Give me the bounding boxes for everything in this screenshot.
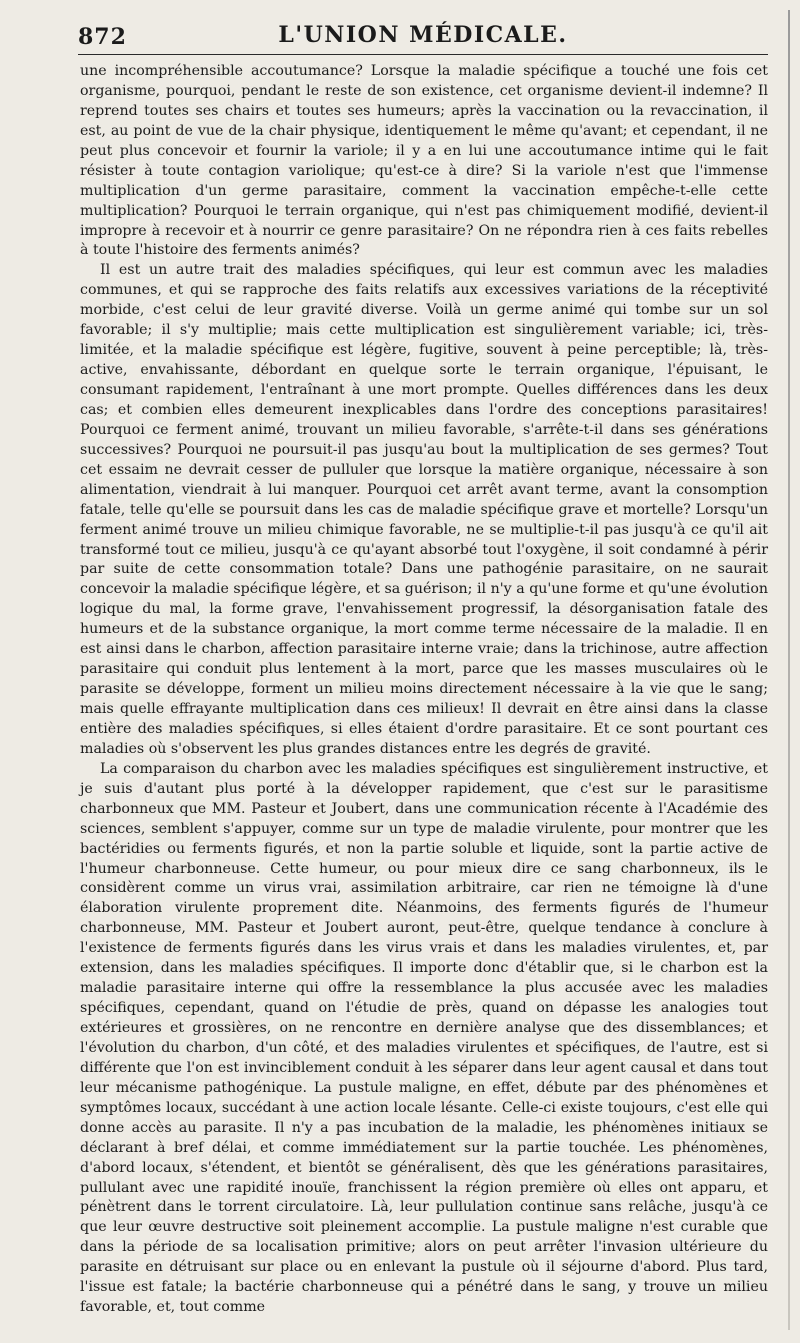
paragraph: La comparaison du charbon avec les maladies spécifiques est singulièrement instructive, et je suis d'autant plus porté à la développer rapidement, que c'est sur le parasitisme charbonneux que MM. Pasteur et Joubert, dans une communication récente à l'Académie des sciences, semblent s'appuyer, comme sur un type de maladie virulente, pour montrer que les bactéridies ou ferments figurés, et non la partie soluble et liquide, sont la partie active de l'humeur charbonneuse. Cette humeur, ou pour mieux dire ce sang charbonneux, ils le considèrent comme un virus vrai, assimilation arbitraire, car rien ne témoigne là d'une élaboration virulente proprement dite. Néanmoins, des ferments figurés de l'humeur charbonneuse, MM. Pasteur et Joubert auront, peut-être, quelque tendance à conclure à l'existence de ferments figurés dans les virus vrais et dans les maladies virulentes, et, par extension, dans les maladies spécifiques. Il importe donc d'établir que, si le charbon est la maladie parasitaire interne qui offre la ressemblance la plus accusée avec les maladies spécifiques, cependant, quand on l'étudie de près, quand on dépasse les analogies tout extérieures et grossières, on ne rencontre en dernière analyse que des dissemblances; et l'évolution du charbon, d'un côté, et des maladies virulentes et spécifiques, de l'autre, est si différente que l'on est invinciblement conduit à les séparer dans leur agent causal et dans tout leur mécanisme pathogénique. La pustule maligne, en effet, débute par des phénomènes et symptômes locaux, succédant à une action locale lésante. Celle-ci existe toujours, c'est elle qui donne accès au parasite. Il n'y a pas incubation de la maladie, les phénomènes initiaux se déclarant à bref délai, et comme immédiatement sur la partie touchée. Les phénomènes, d'abord locaux, s'étendent, et bientôt se généralisent, dès que les générations parasitaires, pullulant avec une rapidité inouïe, franchissent la région première où elles ont apparu, et pénètrent dans le torrent circulatoire. Là, leur pullulation continue sans relâche, jusqu'à ce que leur œuvre destructive soit pleinement accomplie. La pustule maligne n'est curable que dans la période de sa localisation primitive; alors on peut arrêter l'invasion ultérieure du parasite en détruisant sur place ou en enlevant la pustule où il séjourne d'abord. Plus tard, l'issue est fatale; la bactérie charbonneuse qui a pénétré dans le sang, y trouve un milieu favorable, et, tout comme [80, 760, 768, 1316]
running-header [78, 18, 768, 55]
paragraph: Il est un autre trait des maladies spécifiques, qui leur est commun avec les maladies communes, et qui se rapproche des faits relatifs aux excessives variations de la réceptivité morbide, c'est celui de leur gravité diverse. Voilà un germe animé qui tombe sur un sol favorable; il s'y multiplie; mais cette multiplication est singulièrement variable; ici, très-limitée, et la maladie spécifique est légère, fugitive, souvent à peine perceptible; là, très-active, envahissante, débordant en quelque sorte le terrain organique, l'épuisant, le consumant rapidement, l'entraînant à une mort prompte. Quelles différences dans les deux cas; et combien elles demeurent inexplicables dans l'ordre des conceptions parasitaires! Pourquoi ce ferment animé, trouvant un milieu favorable, s'arrête-t-il dans ses générations successives? Pourquoi ne poursuit-il pas jusqu'au bout la multiplication de ses germes? Tout cet essaim ne devrait cesser de pulluler que lorsque la matière organique, nécessaire à son alimentation, viendrait à lui manquer. Pourquoi cet arrêt avant terme, avant la consomption fatale, telle qu'elle se poursuit dans les cas de maladie spécifique grave et mortelle? Lorsqu'un ferment animé trouve un milieu chimique favorable, ne se multiplie-t-il pas jusqu'à ce qu'il ait transformé tout ce milieu, jusqu'à ce qu'ayant absorbé tout l'oxygène, il soit condamné à périr par suite de cette consommation totale? Dans une pathogénie parasitaire, on ne saurait concevoir la maladie spécifique légère, et sa guérison; il n'y a qu'une forme et qu'une évolution logique du mal, la forme grave, l'envahissement progressif, la désorganisation fatale des humeurs et de la substance organique, la mort comme terme nécessaire de la maladie. Il en est ainsi dans le charbon, affection parasitaire interne vraie; dans la trichinose, autre affection parasitaire qui conduit plus lentement à la mort, parce que les masses musculaires où le parasite se développe, forment un milieu moins directement nécessaire à la vie que le sang; mais quelle effrayante multiplication dans ces milieux! Il devrait en être ainsi dans la classe entière des maladies spécifiques, si elles étaient d'ordre parasitaire. Et ce sont pourtant ces maladies où s'observent les plus grandes distances entre les degrés de gravité. [80, 262, 768, 757]
article-body [80, 62, 768, 1318]
page-number: 872 [78, 24, 127, 50]
journal-title: L'UNION MÉDICALE. [278, 22, 568, 48]
page-edge-shadow [788, 10, 790, 1330]
paragraph: une incompréhensible accoutumance? Lorsque la maladie spécifique a touché une fois cet organisme, pourquoi, pendant le reste de son existence, cet organisme devient-il indemne? Il reprend toutes ses chairs et toutes ses humeurs; après la vaccination ou la revaccination, il est, au point de vue de la chair physique, identiquement le même qu'avant; et cependant, il ne peut plus concevoir et fournir la variole; il y a en lui une accoutumance intime qui le fait résister à toute contagion variolique; qu'est-ce à dire? Si la variole n'est que l'immense multiplication d'un germe parasitaire, comment la vaccination empêche-t-elle cette multiplication? Pourquoi le terrain organique, qui n'est pas chimiquement modifié, devient-il impropre à recevoir et à nourrir ce genre parasitaire? On ne répondra rien à ces faits rebelles à toute l'histoire des ferments animés? [80, 63, 768, 259]
